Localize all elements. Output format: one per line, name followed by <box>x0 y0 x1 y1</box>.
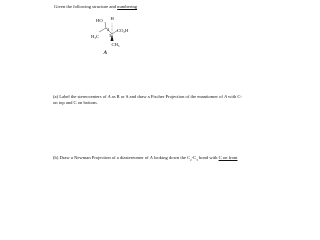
molecule-structure <box>86 9 129 63</box>
part-b-tail: bond with <box>197 155 219 160</box>
part-a-var2: A <box>224 94 227 99</box>
question-intro-underlined: numbering <box>117 4 138 9</box>
label-h3c: H₃C <box>91 34 99 39</box>
molecule-name-a: A <box>103 50 108 56</box>
part-b-line <box>53 155 237 163</box>
label-num-3: 3 <box>109 33 112 38</box>
label-co2h: CO₂H <box>117 28 129 33</box>
label-ho: HO <box>96 18 103 23</box>
label-num-2: 2 <box>107 27 110 32</box>
part-b-mid: looking down the C <box>152 155 191 160</box>
part-a-tail: as R or S and draw a Fischer Projection of the enantiomer of <box>110 94 225 99</box>
part-b-var: A <box>149 155 153 160</box>
bond-c1-c2 <box>99 28 106 32</box>
part-a-line1 <box>53 94 242 99</box>
part-b-num-b: 3 <box>196 157 198 162</box>
bond-c2-oh <box>105 22 106 28</box>
label-ch3: CH₃ <box>111 42 120 47</box>
part-a-line2: on top and C on bottom. <box>53 99 98 105</box>
label-h-top: H <box>110 16 114 21</box>
part-a-lead: (a) Label the stereocenters of <box>53 94 108 99</box>
question-intro-lead: Given the following structure and <box>54 4 118 9</box>
part-b-underlined: C on front <box>218 155 238 160</box>
part-a-end: with C- <box>226 94 242 99</box>
part-a-var: A <box>107 94 111 99</box>
part-b-dash: -C <box>191 155 197 160</box>
part-b-num-a: 2 <box>190 157 192 162</box>
part-b-lead: (b) Draw a Newman Projection of a diastereomer of <box>53 155 150 160</box>
